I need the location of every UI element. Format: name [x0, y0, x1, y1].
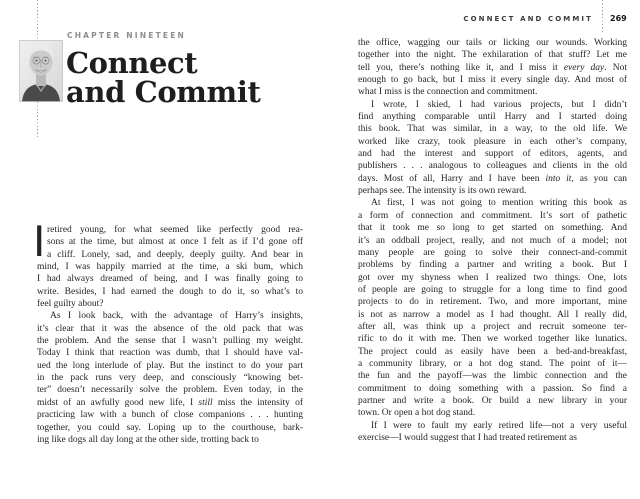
- page-number: 269: [610, 14, 627, 23]
- drop-cap: I: [33, 217, 46, 266]
- text-line: As I look back, with the advantage of Harry’s insights,: [50, 311, 303, 322]
- text-line: what I miss is the connection and commitment.: [358, 87, 538, 98]
- running-head: CONNECT AND COMMIT: [463, 15, 593, 23]
- text-line: is not as narrow a model as I had thought. All I really did,: [358, 309, 627, 320]
- text-line: The project could as easily have been a bed-and-breakfast,: [358, 346, 627, 357]
- text-line: exercise—I would suggest that I had treated retirement as: [358, 433, 577, 443]
- text-line: the problem. And the sense that I wasn’t pulling my weight.: [37, 336, 303, 347]
- header-dotted-rule: [602, 0, 603, 33]
- text-line: ing like dogs all day long at the other side, trotting back to: [37, 434, 259, 445]
- right-page-body: [358, 37, 627, 444]
- author-photo: [19, 40, 63, 102]
- text-line: find anything comparable until Harry and I started doing: [358, 112, 627, 123]
- text-line: problems by finding a partner and writing a book. But I: [358, 260, 627, 271]
- text-line: town. Or open a hot dog stand.: [358, 408, 476, 419]
- text-line: partner and write a book. Or build a new library in your: [358, 395, 627, 406]
- text-line: together, you could say. Loping up to the courthouse, bark-: [37, 422, 303, 433]
- text-line: it’s an oddball project, really, and not much of a model; not: [358, 235, 627, 246]
- text-line: the fun and the payoff—was the limbic connection and the: [358, 371, 627, 382]
- text-line: perhaps see. The intensity is its own reward.: [358, 186, 527, 197]
- text-line: I wrote, I skied, I had various projects, but I didn’t: [371, 99, 627, 110]
- text-line: midst of an awfully good new life, I still miss the intensity of: [37, 397, 303, 408]
- text-line: this book. That was similar, in a way, to the old life. We: [358, 124, 627, 135]
- text-line: after all, was think up a project and recruit someone ter-: [358, 321, 627, 332]
- text-line: mind, I was happily married at the time, a ski bum, which: [37, 262, 303, 273]
- paragraph: [37, 310, 303, 446]
- text-line: sons at the time, but almost at once I felt as if I’d gone off: [47, 237, 303, 248]
- text-line: that it took me so long to get started on something. And: [358, 223, 627, 234]
- text-line: a form of connection and commitment. It’s sort of pathetic: [358, 210, 627, 221]
- text-line: I had always dreamed of being, and I was finally going to: [37, 274, 303, 285]
- text-line: enough to go back, but I miss it every single day. And most of: [358, 75, 627, 86]
- text-line: Today I think that reaction was dumb, that I should have val-: [37, 348, 303, 359]
- paragraph: [358, 420, 627, 445]
- text-line: and had the interest and support of editors, agents, and: [358, 149, 627, 160]
- chapter-title-line-1: Connect: [66, 46, 198, 80]
- text-line: At first, I was not going to mention writing this book as: [371, 198, 627, 209]
- text-line: worked like crazy, took pleasure in each other’s company,: [358, 136, 627, 147]
- chapter-title-line-2: and Commit: [66, 75, 261, 109]
- text-line: projects to do in retirement. Two, and more important, mine: [358, 297, 627, 308]
- text-line: in the pack runs very deep, and consciously “knowing bet-: [37, 373, 303, 384]
- text-line: many people are going to solve their connect-and-commit: [358, 247, 627, 258]
- text-line: the office, wagging our tails or licking our wounds. Working: [358, 38, 627, 48]
- text-line: publishers . . . analogous to colleagues and clients in the old: [358, 161, 627, 172]
- text-line: it’s clear that it was the absence of the old pack that was: [37, 323, 303, 334]
- text-line: practicing law with a bunch of close companions . . . hunting: [37, 410, 303, 421]
- paragraph: [358, 99, 627, 198]
- text-line: a cliff. Lonely, sad, and deeply, deeply guilty. And bear in: [47, 249, 303, 260]
- text-line: rific to do it with me. Then we worked together like lunatics.: [358, 334, 627, 345]
- text-line: ued the long interlude of play. But the instinct to do your part: [37, 360, 303, 371]
- text-line: If I were to fault my early retired life—not a very useful: [371, 420, 627, 431]
- text-line: of people are going to struggle for a long time to find good: [358, 284, 627, 295]
- chapter-title: [66, 46, 261, 109]
- paragraph: [358, 197, 627, 419]
- author-portrait-illustration: [19, 40, 63, 102]
- text-line: write. Besides, I had earned the dough to do it, so what’s to: [37, 286, 303, 297]
- text-line: days. Most of all, Harry and I have been into it, as you can: [358, 173, 627, 184]
- paragraph: [358, 37, 627, 99]
- left-page-body: [33, 217, 303, 446]
- text-line: ter” doesn’t necessarily solve the problem. Even today, in the: [37, 385, 303, 396]
- text-line: a community library, or a hot dog stand. The point of it—: [358, 358, 627, 369]
- chapter-label: CHAPTER NINETEEN: [67, 31, 187, 40]
- text-line: got over my shyness when I realized two things. One, lots: [358, 272, 627, 283]
- text-line: retired young, for what seemed like perfectly good rea-: [47, 225, 303, 235]
- text-line: commitment to doing something with a passion. So find a: [358, 383, 627, 394]
- text-line: together into the night. The exhilaration of that stuff? Let me: [358, 50, 627, 61]
- text-line: tell you, there’s nothing like it, and I miss it every day. Not: [358, 62, 627, 73]
- text-line: feel guilty about?: [37, 299, 104, 310]
- paragraph: [33, 217, 303, 310]
